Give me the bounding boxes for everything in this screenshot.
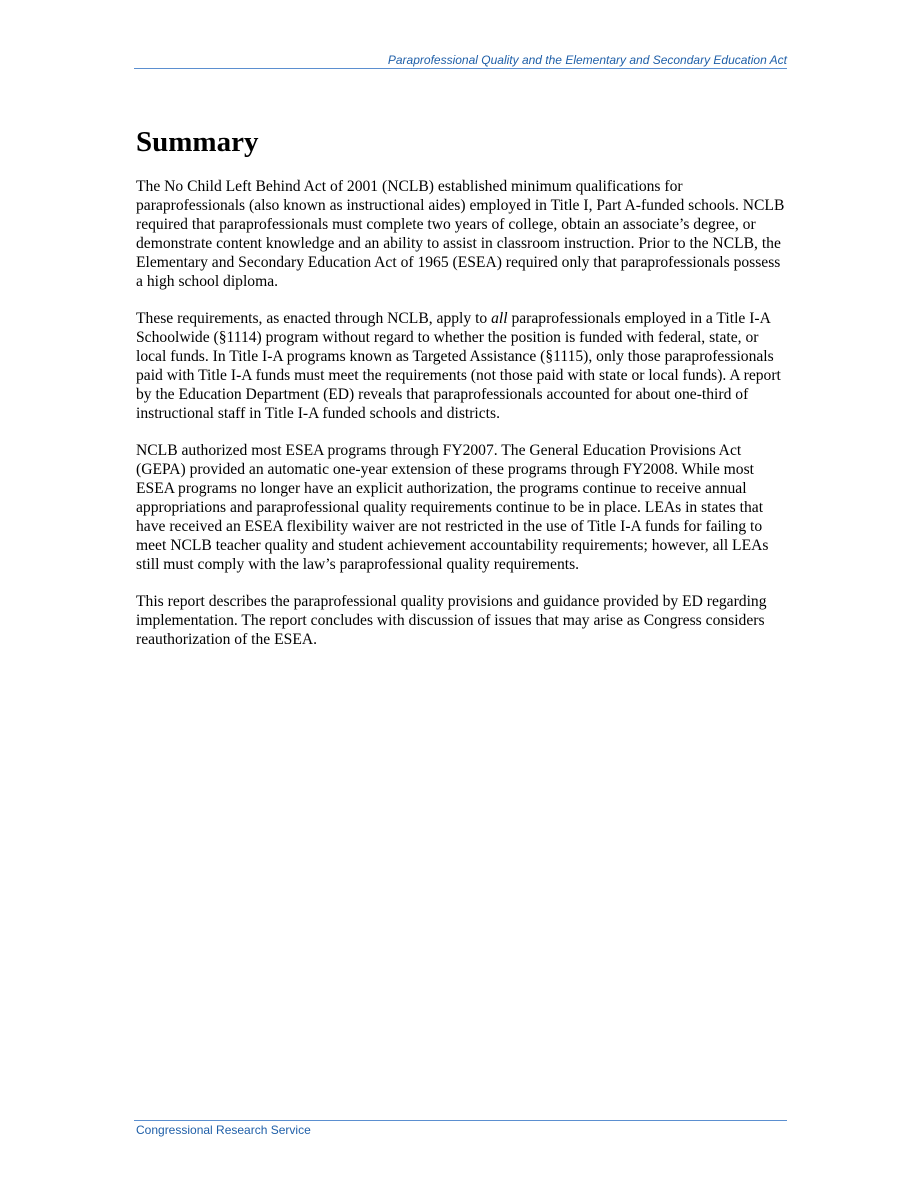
paragraph-1: The No Child Left Behind Act of 2001 (NCLB) established minimum qualifications for paraprofessionals (also known as instructional aides) employed in Title I, Part A-funded schools. NCLB required that paraprofessionals must complete two years of college, obtain an associate’s degree, or demonstrate content knowledge and an ability to assist in classroom instruction. Prior to the NCLB, the Elementary and Secondary Education Act of 1965 (ESEA) required only that paraprofessionals possess a high school diploma. [136, 178, 785, 290]
header-divider [134, 68, 787, 69]
running-footer-source: Congressional Research Service [136, 1123, 311, 1137]
paragraph-3: NCLB authorized most ESEA programs through FY2007. The General Education Provisions Act (GEPA) provided an automatic one-year extension of these programs through FY2008. While most ESEA programs no longer have an explicit authorization, the programs continue to receive annual appropriations and paraprofessional quality requirements continue to be in place. LEAs in states that have received an ESEA flexibility waiver are not restricted in the use of Title I-A funds for failing to meet NCLB teacher quality and student achievement accountability requirements; however, all LEAs still must comply with the law’s paraprofessional quality requirements. [136, 442, 769, 573]
paragraph-2-lead: These requirements, as enacted through NCLB, apply to [136, 310, 492, 327]
running-header-title: Paraprofessional Quality and the Elementary and Secondary Education Act [387, 53, 787, 67]
summary-body [136, 177, 788, 667]
paragraph-2 [136, 309, 788, 423]
paragraph-2-rest: paraprofessionals employed in a Title I-A Schoolwide (§1114) program without regard to whether the position is funded with federal, state, or local funds. In Title I-A programs known as Targeted Assistance (§1115), only those paraprofessionals paid with Title I-A funds must meet the requirements (not those paid with state or local funds). A report by the Education Department (ED) reveals that paraprofessionals accounted for about one-third of instructional staff in Title I-A funded schools and districts. [136, 310, 781, 422]
page-title: Summary [136, 126, 259, 158]
paragraph-2-emphasis: all [491, 310, 508, 327]
footer-divider [134, 1120, 787, 1121]
paragraph-4: This report describes the paraprofessional quality provisions and guidance provided by ED regarding implementation. The report concludes with discussion of issues that may arise as Congress considers reauthorization of the ESEA. [136, 593, 767, 648]
